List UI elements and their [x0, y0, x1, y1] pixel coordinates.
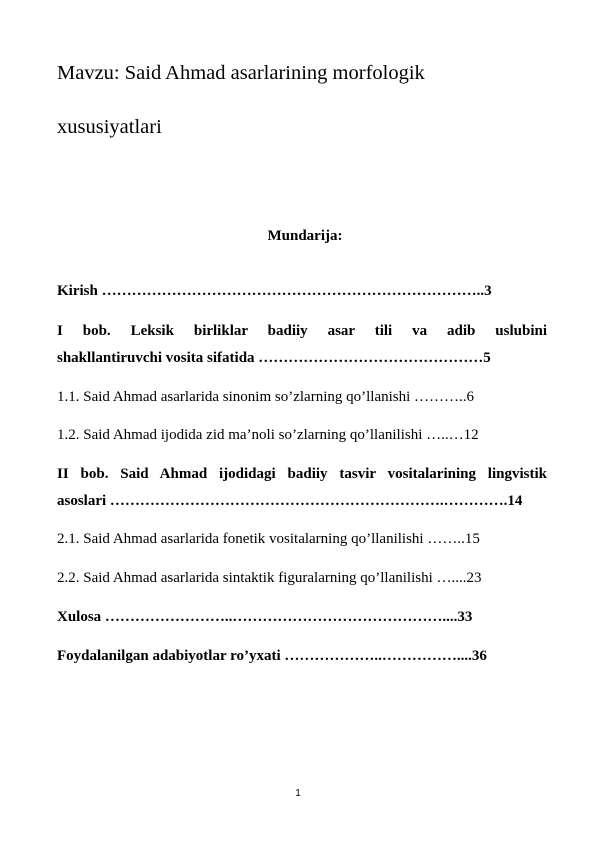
toc-entry-xulosa: Xulosa ……………………..……………………………………....33 [57, 609, 473, 625]
document-title-line-2: xususiyatlari [57, 116, 162, 138]
toc-entry-kirish: Kirish …………………………………………………………………..3 [57, 283, 492, 299]
toc-entry-chapter-1-line-2: shakllantiruvchi vosita sifatida ………………………………………5 [57, 350, 491, 366]
toc-entry-chapter-2-line-2: asoslari ………………………………………………………….………….14 [57, 493, 523, 509]
document-title-line-1: Mavzu: Said Ahmad asarlarining morfologik [57, 62, 425, 84]
toc-entry-section-1-2: 1.2. Said Ahmad ijodida zid ma’noli so’zlarning qo’llanilishi …..…12 [57, 427, 479, 443]
toc-entry-section-2-2: 2.2. Said Ahmad asarlarida sintaktik figuralarning qo’llanilishi …....23 [57, 570, 482, 586]
toc-heading: Mundarija: [267, 228, 343, 244]
toc-entry-section-1-1: 1.1. Said Ahmad asarlarida sinonim so’zlarning qo’llanishi ………..6 [57, 389, 475, 405]
toc-entry-chapter-1-line-1: I bob. Leksik birliklar badiiy asar tili va adib uslubini [57, 323, 547, 339]
toc-entry-section-2-1: 2.1. Said Ahmad asarlarida fonetik vositalarning qo’llanilishi ……..15 [57, 531, 480, 547]
toc-entry-chapter-2-line-1: II bob. Said Ahmad ijodidagi badiiy tasvir vositalarining lingvistik [57, 466, 547, 482]
toc-entry-bibliography: Foydalanilgan adabiyotlar ro’yxati ………………..……………....36 [57, 648, 487, 664]
page-number: 1 [295, 788, 301, 799]
